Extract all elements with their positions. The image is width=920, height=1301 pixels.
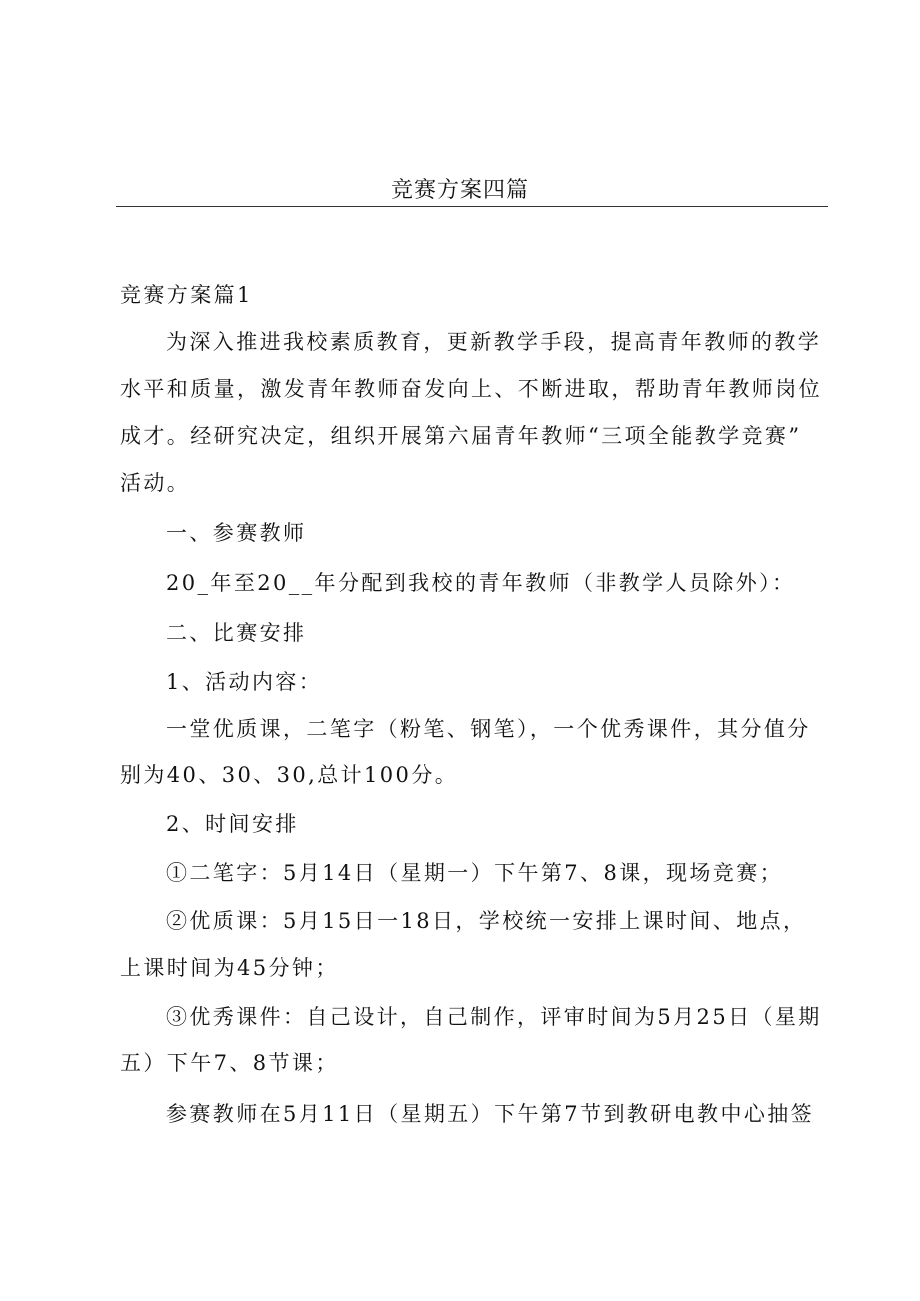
- subheading-arrangement: 二、比赛安排: [166, 621, 307, 645]
- list-item-continuation: 上课时间为45分钟；: [120, 956, 339, 980]
- subheading-schedule: 2、时间安排: [166, 812, 299, 836]
- paragraph-line: 为深入推进我校素质教育，更新教学手段，提高青年教师的教学: [166, 330, 822, 354]
- document-title: 竞赛方案四篇: [390, 178, 529, 203]
- paragraph-line: 别为40、30、30,总计100分。: [120, 763, 459, 787]
- paragraph-line: 活动。: [120, 471, 191, 495]
- paragraph-line: 20_年至20__年分配到我校的青年教师（非教学人员除外）：: [166, 571, 796, 595]
- paragraph-line: 参赛教师在5月11日（星期五）下午第7节到教研电教中心抽签: [166, 1102, 815, 1126]
- list-item: ②优质课：5月15日一18日，学校统一安排上课时间、地点，: [166, 909, 807, 933]
- subheading-content: 1、活动内容：: [166, 670, 323, 694]
- paragraph-line: 成才。经研究决定，组织开展第六届青年教师“三项全能教学竞赛”: [120, 424, 802, 448]
- list-item-continuation: 五）下午7、8节课；: [120, 1051, 339, 1075]
- subheading-participants: 一、参赛教师: [166, 521, 307, 545]
- section-heading: 竞赛方案篇1: [120, 283, 253, 307]
- list-item: ①二笔字：5月14日（星期一）下午第7、8课，现场竞赛；: [166, 861, 784, 885]
- title-underline: [116, 206, 828, 207]
- paragraph-line: 一堂优质课，二笔字（粉笔、钢笔），一个优秀课件，其分值分: [166, 717, 811, 741]
- list-item: ③优秀课件：自己设计，自己制作，评审时间为5月25日（星期: [166, 1005, 822, 1029]
- paragraph-line: 水平和质量，激发青年教师奋发向上、不断进取，帮助青年教师岗位: [120, 377, 822, 401]
